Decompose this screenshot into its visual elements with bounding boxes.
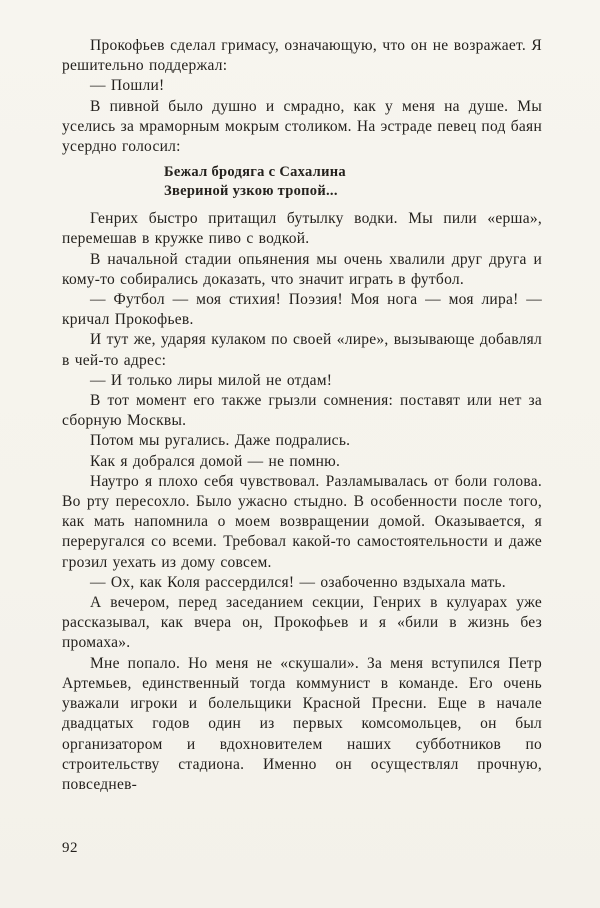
paragraph: В тот момент его также грызли сомнения: поставят или нет за сборную Москвы.: [62, 392, 542, 430]
verse-quote: [164, 163, 542, 201]
dialogue-line: — Ох, как Коля рассердился! — озабоченно вздыхала мать.: [90, 573, 506, 591]
page-number: 92: [62, 840, 78, 856]
paragraph: Наутро я плохо себя чувствовал. Разламывалась от боли голова. Во рту пересохло. Было ужасно стыдно. В особенности после того, как мать напомнила о моем возвращении домой. Оказывается, я переругался со всеми. Требовал какой-то самостоятельности и даже грозил уехать из дому совсем.: [62, 472, 542, 571]
text-block: [62, 36, 542, 795]
paragraph: Как я добрался домой — не помню.: [90, 452, 341, 470]
dialogue-line: — И только лиры милой не отдам!: [90, 371, 333, 389]
paragraph: В пивной было душно и смрадно, как у меня на душе. Мы уселись за мраморным мокрым столиком. На эстраде певец под баян усердно голосил:: [62, 97, 542, 156]
paragraph: А вечером, перед заседанием секции, Генрих в кулуарах уже рассказывал, как вчера он, Прокофьев и я «били в жизнь без промаха».: [62, 594, 542, 652]
dialogue-line: — Футбол — моя стихия! Поэзия! Моя нога — моя лира! — кричал Прокофьев.: [62, 291, 542, 329]
paragraph: Потом мы ругались. Даже подрались.: [90, 432, 351, 450]
paragraph: В начальной стадии опьянения мы очень хвалили друг друга и кому-то собирались доказать, что значит играть в футбол.: [62, 250, 542, 288]
verse-line: Бежал бродяга с Сахалина: [164, 164, 346, 181]
verse-line: Звериной узкою тропой...: [164, 183, 338, 200]
paragraph: Генрих быстро притащил бутылку водки. Мы пили «ерша», перемешав в кружке пиво с водкой.: [62, 210, 542, 248]
paragraph: Прокофьев сделал гримасу, означающую, что он не возражает. Я решительно поддержал:: [62, 37, 542, 75]
paragraph: Мне попало. Но меня не «скушали». За меня вступился Петр Артемьев, единственный тогда коммунист в команде. Его очень уважали игроки и болельщики Красной Пресни. Еще в начале двадцатых годов один из первых комсомольцев, он был организатором и вдохновителем наших субботников по строительству стадиона. Именно он осуществлял прочную, повседнев-: [62, 654, 542, 793]
paragraph: И тут же, ударяя кулаком по своей «лире», вызывающе добавлял в чей-то адрес:: [62, 331, 542, 369]
dialogue-line: — Пошли!: [90, 77, 165, 95]
